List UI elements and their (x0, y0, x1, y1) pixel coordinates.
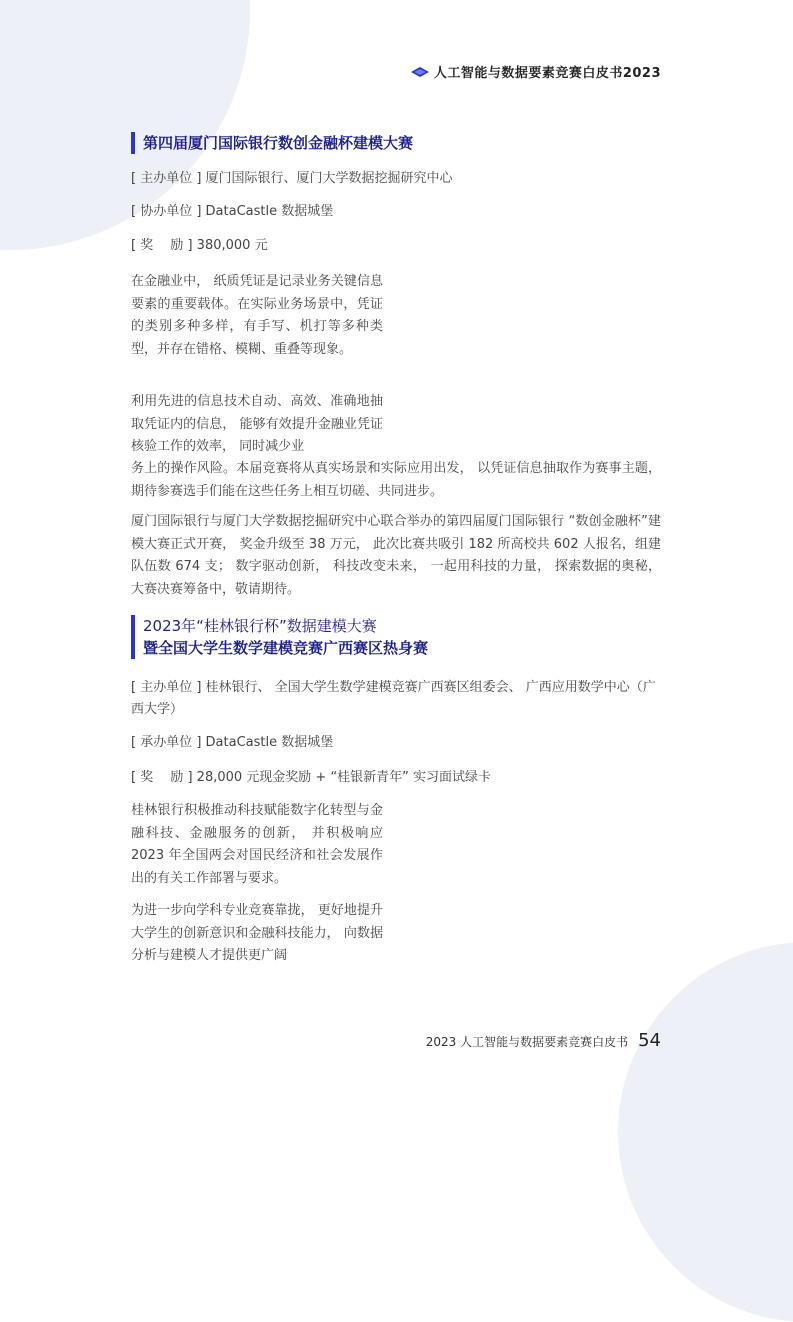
paragraph: 桂林银行积极推动科技赋能数字化转型与金融科技、金融服务的创新， 并积极响应 2023 年全国两会对国民经济和社会发展作出的有关工作部署与要求。 (131, 803, 383, 886)
section-title-xiamen: 第四届厦门国际银行数创金融杯建模大赛 (131, 132, 413, 154)
paragraph: 务上的操作风险。本届竞赛将从真实场景和实际应用出发， 以凭证信息抽取作为赛事主题，期待参赛选手们能在这些任务上相互切磋、共同进步。 (131, 461, 661, 499)
prize-line: [ 奖 励 ] 380,000 元 (131, 238, 268, 253)
paragraph: 厦门国际银行与厦门大学数据挖掘研究中心联合举办的第四届厦门国际银行 “数创金融杯”建模大赛正式开赛， 奖金升级至 38 万元， 此次比赛共吸引 182 所高校共 602 人报名，组建队伍数 674 支； 数字驱动创新， 科技改变未来， 一起用科技的力量， 探索数据的奥秘，大赛决赛筹备中，敬请期待。 (131, 514, 661, 597)
header-title: 人工智能与数据要素竞赛白皮书2023 (433, 66, 661, 81)
decorative-circle-bottom-right (618, 942, 793, 1322)
page-footer (426, 1030, 661, 1051)
paragraph: 利用先进的信息技术自动、高效、准确地抽取凭证内的信息， 能够有效提升金融业凭证核验工作的效率， 同时减少业 (131, 394, 383, 454)
paragraph: 在金融业中， 纸质凭证是记录业务关键信息要素的重要载体。在实际业务场景中，凭证的类别多种多样，有手写、机打等多种类型，并存在错格、模糊、重叠等现象。 (131, 274, 383, 357)
co-organizer-line: [ 协办单位 ] DataCastle 数据城堡 (131, 204, 334, 219)
paragraph: 为进一步向学科专业竞赛靠拢， 更好地提升大学生的创新意识和金融科技能力， 向数据分析与建模人才提供更广阔 (131, 903, 383, 963)
undertaker-line: [ 承办单位 ] DataCastle 数据城堡 (131, 735, 334, 750)
page-number: 54 (638, 1030, 661, 1051)
page-header (410, 62, 661, 81)
organizer-line: [ 主办单位 ] 桂林银行、 全国大学生数学建模竞赛广西赛区组委会、 广西应用数学中心（广西大学） (131, 680, 656, 717)
section-title-line-1: 2023年“桂林银行杯”数据建模大赛 (143, 617, 377, 635)
section-title-line-2: 暨全国大学生数学建模竞赛广西赛区热身赛 (143, 639, 429, 657)
organizer-line: [ 主办单位 ] 厦门国际银行、厦门大学数据挖掘研究中心 (131, 171, 453, 186)
book-logo-icon (410, 66, 430, 78)
prize-line: [ 奖 励 ] 28,000 元现金奖励 + “桂银新青年” 实习面试绿卡 (131, 770, 492, 785)
section-title-guilin (131, 615, 428, 659)
footer-title: 2023 人工智能与数据要素竞赛白皮书 (425, 1035, 629, 1049)
